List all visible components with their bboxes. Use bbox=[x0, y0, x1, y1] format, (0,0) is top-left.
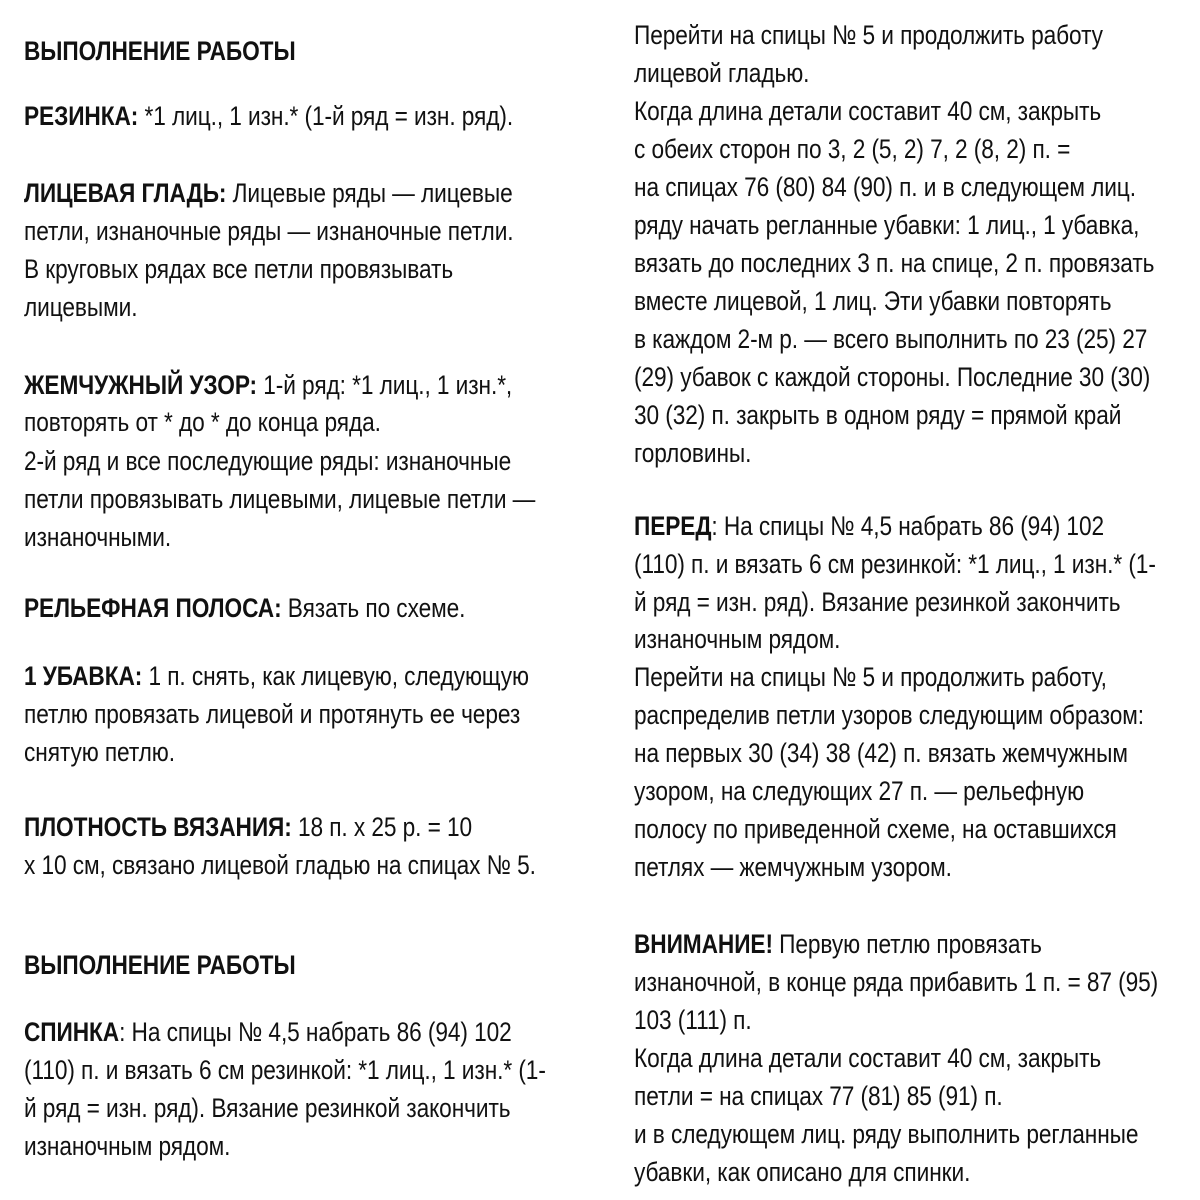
spinka-cont-line: вместе лицевой, 1 лиц. Эти убавки повторять bbox=[634, 286, 1112, 316]
spinka-cont-line: в каждом 2-м р. — всего выполнить по 23 (25) 27 bbox=[634, 324, 1148, 354]
spinka-cont-line: на спицах 76 (80) 84 (90) п. и в следующем лиц. bbox=[634, 172, 1136, 202]
spinka-line-2: (110) п. и вязать 6 см резинкой: *1 лиц., 1 изн.* (1- bbox=[24, 1055, 546, 1085]
zhemchug-line-3: 2-й ряд и все последующие ряды: изнаночные bbox=[24, 446, 512, 476]
spinka-cont-line: лицевой гладью. bbox=[634, 58, 810, 88]
spinka-cont-line: (29) убавок с каждой стороны. Последние 30 (30) bbox=[634, 362, 1151, 392]
rezinka-line-1: РЕЗИНКА: *1 лиц., 1 изн.* (1-й ряд = изн. ряд). bbox=[24, 101, 514, 131]
spinka-label: СПИНКА bbox=[24, 1017, 120, 1047]
spinka-cont-line: ряду начать регланные убавки: 1 лиц., 1 убавка, bbox=[634, 210, 1140, 240]
ubavka-line-2: петлю провязать лицевой и протянуть ее через bbox=[24, 699, 521, 729]
relief-label: РЕЛЬЕФНАЯ ПОЛОСА: bbox=[24, 593, 282, 623]
gladj-line-2: петли, изнаночные ряды — изнаночные петли. bbox=[24, 216, 514, 246]
ubavka-label: 1 УБАВКА: bbox=[24, 661, 143, 691]
spinka-cont-line: Когда длина детали составит 40 см, закрыть bbox=[634, 96, 1102, 126]
spinka-cont-line: с обеих сторон по 3, 2 (5, 2) 7, 2 (8, 2) п. = bbox=[634, 134, 1071, 164]
gladj-label: ЛИЦЕВАЯ ГЛАДЬ: bbox=[24, 178, 227, 208]
spinka-line-3: й ряд = изн. ряд). Вязание резинкой закончить bbox=[24, 1093, 511, 1123]
ubavka-line-3: снятую петлю. bbox=[24, 737, 175, 767]
zhemchug-label: ЖЕМЧУЖНЫЙ УЗОР: bbox=[24, 370, 258, 400]
gladj-line-4: лицевыми. bbox=[24, 292, 138, 322]
pered-line-1: ПЕРЕД: На спицы № 4,5 набрать 86 (94) 102 bbox=[634, 511, 1105, 541]
plotnost-line-1: ПЛОТНОСТЬ ВЯЗАНИЯ: 18 п. х 25 р. = 10 bbox=[24, 812, 473, 842]
pered-line-5: Перейти на спицы № 5 и продолжить работу, bbox=[634, 662, 1107, 692]
pered-line-2: (110) п. и вязать 6 см резинкой: *1 лиц., 1 изн.* (1- bbox=[634, 549, 1156, 579]
pered-line-7: на первых 30 (34) 38 (42) п. вязать жемчужным bbox=[634, 738, 1128, 768]
pered-line-4: изнаночным рядом. bbox=[634, 624, 841, 654]
vnimanie-line-2: изнаночной, в конце ряда прибавить 1 п. = 87 (95) bbox=[634, 967, 1159, 997]
spinka-line-4: изнаночным рядом. bbox=[24, 1131, 231, 1161]
gladj-line-1: ЛИЦЕВАЯ ГЛАДЬ: Лицевые ряды — лицевые bbox=[24, 178, 513, 208]
spinka-cont-line: 30 (32) п. закрыть в одном ряду = прямой край bbox=[634, 400, 1122, 430]
vnimanie-line-5: петли = на спицах 77 (81) 85 (91) п. bbox=[634, 1081, 1003, 1111]
vnimanie-label: ВНИМАНИЕ! bbox=[634, 929, 773, 959]
section-title-2: ВЫПОЛНЕНИЕ РАБОТЫ bbox=[24, 950, 296, 980]
pered-label: ПЕРЕД bbox=[634, 511, 712, 541]
zhemchug-line-4: петли провязывать лицевыми, лицевые петли — bbox=[24, 484, 536, 514]
zhemchug-line-5: изнаночными. bbox=[24, 522, 172, 552]
vnimanie-line-3: 103 (111) п. bbox=[634, 1005, 752, 1035]
spinka-cont-line: горловины. bbox=[634, 438, 752, 468]
pered-line-9: полосу по приведенной схеме, на оставшихся bbox=[634, 814, 1117, 844]
spinka-cont-line: Перейти на спицы № 5 и продолжить работу bbox=[634, 20, 1103, 50]
zhemchug-line-1: ЖЕМЧУЖНЫЙ УЗОР: 1-й ряд: *1 лиц., 1 изн.*, bbox=[24, 370, 513, 400]
pered-line-3: й ряд = изн. ряд). Вязание резинкой закончить bbox=[634, 587, 1121, 617]
gladj-line-3: В круговых рядах все петли провязывать bbox=[24, 254, 454, 284]
spinka-cont-line: вязать до последних 3 п. на спице, 2 п. провязать bbox=[634, 248, 1155, 278]
relief-line-1: РЕЛЬЕФНАЯ ПОЛОСА: Вязать по схеме. bbox=[24, 593, 466, 623]
plotnost-label: ПЛОТНОСТЬ ВЯЗАНИЯ: bbox=[24, 812, 292, 842]
zhemchug-line-2: повторять от * до * до конца ряда. bbox=[24, 407, 381, 437]
vnimanie-line-4: Когда длина детали составит 40 см, закрыть bbox=[634, 1043, 1102, 1073]
pered-line-8: узором, на следующих 27 п. — рельефную bbox=[634, 776, 1085, 806]
vnimanie-line-7: убавки, как описано для спинки. bbox=[634, 1157, 971, 1187]
plotnost-line-2: х 10 см, связано лицевой гладью на спицах № 5. bbox=[24, 850, 536, 880]
pered-line-6: распределив петли узоров следующим образом: bbox=[634, 700, 1144, 730]
pered-line-10: петлях — жемчужным узором. bbox=[634, 852, 952, 882]
rezinka-label: РЕЗИНКА: bbox=[24, 101, 139, 131]
ubavka-line-1: 1 УБАВКА: 1 п. снять, как лицевую, следующую bbox=[24, 661, 529, 691]
vnimanie-line-6: и в следующем лиц. ряду выполнить регланные bbox=[634, 1119, 1139, 1149]
spinka-line-1: СПИНКА: На спицы № 4,5 набрать 86 (94) 102 bbox=[24, 1017, 512, 1047]
vnimanie-line-1: ВНИМАНИЕ! Первую петлю провязать bbox=[634, 929, 1042, 959]
section-title: ВЫПОЛНЕНИЕ РАБОТЫ bbox=[24, 36, 296, 66]
